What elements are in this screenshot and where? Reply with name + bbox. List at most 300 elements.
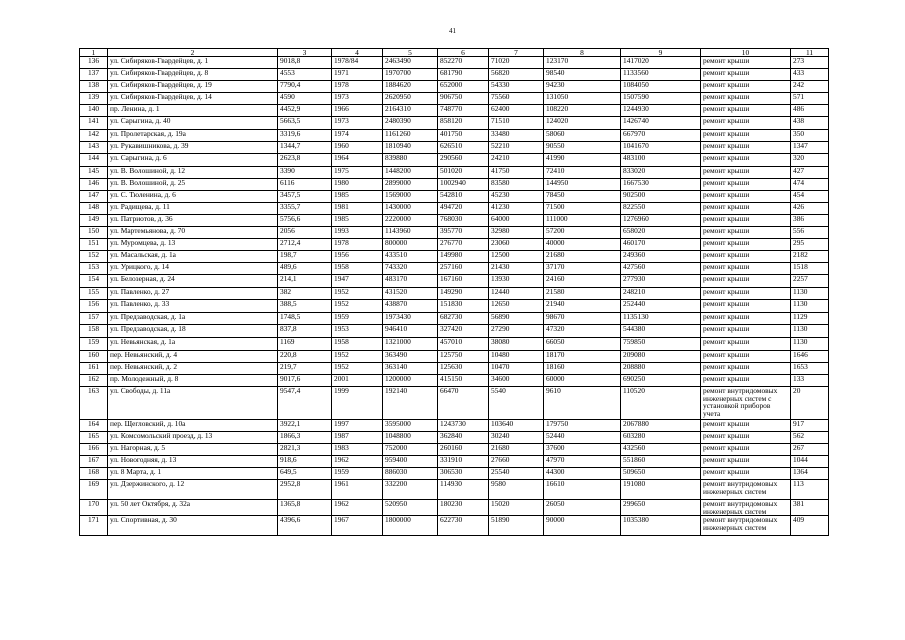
work-type-cell: ремонт крыши: [701, 275, 791, 288]
table-cell: 94230: [544, 81, 621, 93]
table-row: [80, 117, 829, 130]
table-cell: 959400: [383, 456, 438, 468]
table-cell: ул. Сибиряков-Гвардейцев, д. 14: [108, 93, 278, 105]
table-cell: 208880: [621, 363, 701, 375]
table-cell: 626510: [438, 142, 489, 154]
table-cell: 10470: [489, 363, 544, 375]
table-cell: 1973430: [383, 313, 438, 325]
table-cell: 649,5: [278, 468, 332, 480]
table-cell: 21680: [544, 251, 621, 263]
table-cell: 155: [80, 288, 108, 300]
table-cell: ул. 8 Марта, д. 1: [108, 468, 278, 480]
header-cell: 10: [701, 49, 791, 57]
table-cell: 60000: [544, 375, 621, 387]
table-cell: 486: [791, 105, 829, 117]
header-row: [80, 49, 829, 57]
table-cell: ул. Сарыгина, д. 40: [108, 117, 278, 130]
work-type-cell: ремонт крыши: [701, 69, 791, 81]
table-cell: 163: [80, 387, 108, 420]
table-cell: 27660: [489, 456, 544, 468]
table-cell: 1653: [791, 363, 829, 375]
table-cell: 331910: [438, 456, 489, 468]
table-cell: 4396,6: [278, 516, 332, 536]
table-cell: 191080: [621, 480, 701, 500]
table-cell: 748770: [438, 105, 489, 117]
table-cell: 38080: [489, 338, 544, 351]
table-cell: 219,7: [278, 363, 332, 375]
table-cell: 327420: [438, 325, 489, 338]
table-cell: 768030: [438, 215, 489, 227]
work-type-cell: ремонт крыши: [701, 375, 791, 387]
table-cell: 13930: [489, 275, 544, 288]
table-cell: 2164310: [383, 105, 438, 117]
table-cell: 2182: [791, 251, 829, 263]
table-cell: 1962: [332, 456, 383, 468]
work-type-cell: ремонт крыши: [701, 288, 791, 300]
work-type-cell: ремонт крыши: [701, 444, 791, 456]
table-cell: 1956: [332, 251, 383, 263]
table-cell: ул. Муромцева, д. 13: [108, 239, 278, 251]
table-cell: 144: [80, 154, 108, 167]
table-cell: 143: [80, 142, 108, 154]
table-cell: ул. Сибиряков-Гвардейцев, д. 1: [108, 57, 278, 69]
table-cell: ул. 50 лет Октября, д. 32а: [108, 500, 278, 516]
table-cell: 146: [80, 179, 108, 191]
work-type-cell: ремонт внутридомовых инженерных систем: [701, 480, 791, 500]
table-cell: 509650: [621, 468, 701, 480]
header-cell: 5: [383, 49, 438, 57]
table-cell: ул. Пролетарская, д. 19а: [108, 130, 278, 142]
table-cell: 24210: [489, 154, 544, 167]
table-cell: пер. Невьянский, д. 2: [108, 363, 278, 375]
table-cell: 1169: [278, 338, 332, 351]
table-cell: 690250: [621, 375, 701, 387]
table-cell: 1997: [332, 420, 383, 432]
table-cell: 139: [80, 93, 108, 105]
table-cell: 1993: [332, 227, 383, 239]
table-cell: 1947: [332, 275, 383, 288]
table-cell: 1810940: [383, 142, 438, 154]
table-cell: 1985: [332, 191, 383, 203]
table-cell: ул. Белозерная, д. 24: [108, 275, 278, 288]
table-row: [80, 227, 829, 239]
table-cell: 147: [80, 191, 108, 203]
table-cell: 16610: [544, 480, 621, 500]
table-cell: 489,6: [278, 263, 332, 275]
table-cell: 159: [80, 338, 108, 351]
table-row: [80, 387, 829, 420]
header-cell: 11: [791, 49, 829, 57]
table-cell: 395770: [438, 227, 489, 239]
page-number: 41: [449, 27, 456, 35]
table-cell: 562: [791, 432, 829, 444]
table-cell: 113: [791, 480, 829, 500]
table-cell: 3390: [278, 167, 332, 179]
table-cell: 114930: [438, 480, 489, 500]
table-row: [80, 105, 829, 117]
table-cell: 299650: [621, 500, 701, 516]
table-cell: 3355,7: [278, 203, 332, 215]
table-cell: 18170: [544, 351, 621, 363]
table-cell: 160: [80, 351, 108, 363]
table-cell: 145: [80, 167, 108, 179]
table-cell: 138: [80, 81, 108, 93]
table-cell: ул. Урицкого, д. 14: [108, 263, 278, 275]
table-cell: 474: [791, 179, 829, 191]
table-cell: ул. Павленко, д. 33: [108, 300, 278, 313]
table-cell: 1959: [332, 468, 383, 480]
table-cell: 149: [80, 215, 108, 227]
table-cell: 2821,3: [278, 444, 332, 456]
table-cell: 21580: [544, 288, 621, 300]
table-cell: пер. Щегловский, д. 10а: [108, 420, 278, 432]
work-type-cell: ремонт крыши: [701, 117, 791, 130]
table-row: [80, 215, 829, 227]
table-cell: 290560: [438, 154, 489, 167]
table-cell: 1084050: [621, 81, 701, 93]
table-cell: 156: [80, 300, 108, 313]
table-cell: 248210: [621, 288, 701, 300]
table-cell: 140: [80, 105, 108, 117]
table-row: [80, 167, 829, 179]
table-cell: 18160: [544, 363, 621, 375]
table-cell: 47320: [544, 325, 621, 338]
table-cell: 3922,1: [278, 420, 332, 432]
table-row: [80, 93, 829, 105]
work-type-cell: ремонт крыши: [701, 227, 791, 239]
table-cell: 41990: [544, 154, 621, 167]
table-cell: 23060: [489, 239, 544, 251]
table-cell: 20: [791, 387, 829, 420]
table-cell: 1978/84: [332, 57, 383, 69]
table-cell: 295: [791, 239, 829, 251]
table-cell: 1999: [332, 387, 383, 420]
table-cell: 917: [791, 420, 829, 432]
table-cell: 52440: [544, 432, 621, 444]
table-cell: 544380: [621, 325, 701, 338]
table-cell: 103640: [489, 420, 544, 432]
table-cell: 551860: [621, 456, 701, 468]
table-cell: 257160: [438, 263, 489, 275]
table-cell: 148: [80, 203, 108, 215]
table-cell: 2623,8: [278, 154, 332, 167]
table-cell: 1985: [332, 215, 383, 227]
table-row: [80, 325, 829, 338]
table-cell: 169: [80, 480, 108, 500]
table-cell: ул. Масальская, д. 1а: [108, 251, 278, 263]
table-cell: 83580: [489, 179, 544, 191]
table-cell: 15020: [489, 500, 544, 516]
table-cell: 2712,4: [278, 239, 332, 251]
table-cell: 1276960: [621, 215, 701, 227]
table-cell: 1964: [332, 154, 383, 167]
table-cell: 1958: [332, 338, 383, 351]
work-type-cell: ремонт крыши: [701, 93, 791, 105]
table-cell: 1507590: [621, 93, 701, 105]
work-type-cell: ремонт крыши: [701, 351, 791, 363]
table-cell: 273: [791, 57, 829, 69]
table-row: [80, 456, 829, 468]
table-row: [80, 363, 829, 375]
table-cell: ул. Сарыгина, д. 6: [108, 154, 278, 167]
table-cell: 2220000: [383, 215, 438, 227]
table-cell: 1962: [332, 500, 383, 516]
table-cell: 71500: [544, 203, 621, 215]
table-cell: 4452,9: [278, 105, 332, 117]
table-row: [80, 313, 829, 325]
repair-table: [79, 48, 829, 536]
work-type-cell: ремонт внутридомовых инженерных систем: [701, 516, 791, 536]
work-type-cell: ремонт крыши: [701, 203, 791, 215]
table-cell: 57200: [544, 227, 621, 239]
table-cell: 21430: [489, 263, 544, 275]
table-cell: 277930: [621, 275, 701, 288]
table-cell: 2001: [332, 375, 383, 387]
table-cell: 162: [80, 375, 108, 387]
table-cell: 51890: [489, 516, 544, 536]
work-type-cell: ремонт внутридомовых инженерных систем с установкой приборов учета: [701, 387, 791, 420]
table-cell: 438: [791, 117, 829, 130]
table-cell: 3319,6: [278, 130, 332, 142]
table-row: [80, 57, 829, 69]
table-cell: 1130: [791, 300, 829, 313]
table-cell: 5540: [489, 387, 544, 420]
table-cell: 2952,8: [278, 480, 332, 500]
table-cell: 12440: [489, 288, 544, 300]
table-cell: 2257: [791, 275, 829, 288]
header-cell: 6: [438, 49, 489, 57]
table-cell: 332200: [383, 480, 438, 500]
table-cell: 833020: [621, 167, 701, 179]
table-cell: 918,6: [278, 456, 332, 468]
table-cell: 1041670: [621, 142, 701, 154]
table-row: [80, 142, 829, 154]
table-cell: 1667530: [621, 179, 701, 191]
table-cell: 2899000: [383, 179, 438, 191]
table-cell: 1981: [332, 203, 383, 215]
table-cell: 165: [80, 432, 108, 444]
table-cell: 1971: [332, 69, 383, 81]
table-cell: 2480390: [383, 117, 438, 130]
table-cell: ул. Патриотов, д. 36: [108, 215, 278, 227]
table-cell: 1426740: [621, 117, 701, 130]
table-cell: 37170: [544, 263, 621, 275]
table-cell: ул. В. Волошиной, д. 12: [108, 167, 278, 179]
table-cell: 667970: [621, 130, 701, 142]
header-cell: 7: [489, 49, 544, 57]
table-cell: 71510: [489, 117, 544, 130]
work-type-cell: ремонт крыши: [701, 130, 791, 142]
table-cell: 1970700: [383, 69, 438, 81]
table-cell: 1133560: [621, 69, 701, 81]
table-cell: 483170: [383, 275, 438, 288]
table-cell: 363140: [383, 363, 438, 375]
table-cell: 542810: [438, 191, 489, 203]
table-cell: 1321000: [383, 338, 438, 351]
table-cell: 1448200: [383, 167, 438, 179]
table-cell: 1430000: [383, 203, 438, 215]
table-cell: ул. Свободы, д. 11а: [108, 387, 278, 420]
table-cell: 78450: [544, 191, 621, 203]
table-cell: 249360: [621, 251, 701, 263]
table-cell: 151: [80, 239, 108, 251]
table-cell: 137: [80, 69, 108, 81]
table-cell: 1518: [791, 263, 829, 275]
table-cell: 168: [80, 468, 108, 480]
table-cell: 260160: [438, 444, 489, 456]
work-type-cell: ремонт крыши: [701, 363, 791, 375]
table-cell: 141: [80, 117, 108, 130]
table-cell: 1748,5: [278, 313, 332, 325]
table-cell: 1417020: [621, 57, 701, 69]
work-type-cell: ремонт крыши: [701, 215, 791, 227]
table-cell: 9018,8: [278, 57, 332, 69]
table-cell: 432560: [621, 444, 701, 456]
table-cell: 743320: [383, 263, 438, 275]
table-cell: ул. Нагорная, д. 5: [108, 444, 278, 456]
table-cell: 12500: [489, 251, 544, 263]
table-cell: 839880: [383, 154, 438, 167]
table-cell: 1347: [791, 142, 829, 154]
table-cell: 24160: [544, 275, 621, 288]
work-type-cell: ремонт крыши: [701, 338, 791, 351]
table-row: [80, 500, 829, 516]
table-cell: 603280: [621, 432, 701, 444]
table-cell: 2620950: [383, 93, 438, 105]
table-cell: ул. Спортивная, д. 30: [108, 516, 278, 536]
table-cell: 571: [791, 93, 829, 105]
table-cell: 1129: [791, 313, 829, 325]
table-cell: 520950: [383, 500, 438, 516]
table-cell: 2067880: [621, 420, 701, 432]
table-cell: 906750: [438, 93, 489, 105]
table-cell: 1967: [332, 516, 383, 536]
table-cell: 622730: [438, 516, 489, 536]
table-cell: 409: [791, 516, 829, 536]
work-type-cell: ремонт крыши: [701, 191, 791, 203]
table-cell: 56890: [489, 313, 544, 325]
table-cell: 1973: [332, 93, 383, 105]
table-cell: 66050: [544, 338, 621, 351]
table-row: [80, 179, 829, 191]
table-cell: 214,1: [278, 275, 332, 288]
table-cell: 66470: [438, 387, 489, 420]
table-cell: 382: [278, 288, 332, 300]
table-cell: ул. Предзаводская, д. 1а: [108, 313, 278, 325]
table-cell: ул. Предзаводская, д. 18: [108, 325, 278, 338]
table-cell: 98670: [544, 313, 621, 325]
table-cell: 457010: [438, 338, 489, 351]
table-cell: 131050: [544, 93, 621, 105]
table-cell: 3595000: [383, 420, 438, 432]
table-cell: 759850: [621, 338, 701, 351]
table-cell: 858120: [438, 117, 489, 130]
table-cell: 158: [80, 325, 108, 338]
table-cell: 1960: [332, 142, 383, 154]
table-cell: 415150: [438, 375, 489, 387]
table-cell: 149980: [438, 251, 489, 263]
table-cell: 151830: [438, 300, 489, 313]
table-cell: 144950: [544, 179, 621, 191]
work-type-cell: ремонт крыши: [701, 142, 791, 154]
table-cell: 45230: [489, 191, 544, 203]
table-cell: 1952: [332, 351, 383, 363]
table-cell: ул. Сибиряков-Гвардейцев, д. 8: [108, 69, 278, 81]
table-cell: 320: [791, 154, 829, 167]
table-cell: 164: [80, 420, 108, 432]
table-cell: 33480: [489, 130, 544, 142]
table-cell: ул. С. Тюленина, д. 6: [108, 191, 278, 203]
table-cell: ул. Новогодняя, д. 13: [108, 456, 278, 468]
table-cell: ул. Мартемьянова, д. 70: [108, 227, 278, 239]
table-cell: пр. Молодежный, д. 8: [108, 375, 278, 387]
work-type-cell: ремонт крыши: [701, 432, 791, 444]
table-cell: 1243730: [438, 420, 489, 432]
table-row: [80, 351, 829, 363]
table-cell: 1048800: [383, 432, 438, 444]
table-cell: 501020: [438, 167, 489, 179]
table-cell: ул. Дзержинского, д. 12: [108, 480, 278, 500]
table-cell: 209080: [621, 351, 701, 363]
table-row: [80, 239, 829, 251]
table-cell: 47970: [544, 456, 621, 468]
table-cell: 157: [80, 313, 108, 325]
table-cell: 90000: [544, 516, 621, 536]
table-cell: 1961: [332, 480, 383, 500]
table-cell: 1130: [791, 325, 829, 338]
work-type-cell: ремонт крыши: [701, 420, 791, 432]
table-cell: 5663,5: [278, 117, 332, 130]
table-cell: 27290: [489, 325, 544, 338]
table-cell: 252440: [621, 300, 701, 313]
table-cell: 306530: [438, 468, 489, 480]
table-cell: 12650: [489, 300, 544, 313]
table-cell: 426: [791, 203, 829, 215]
table-cell: 125630: [438, 363, 489, 375]
work-type-cell: ремонт крыши: [701, 57, 791, 69]
work-type-cell: ремонт крыши: [701, 239, 791, 251]
table-cell: 123170: [544, 57, 621, 69]
table-cell: 180230: [438, 500, 489, 516]
work-type-cell: ремонт крыши: [701, 179, 791, 191]
table-cell: 124020: [544, 117, 621, 130]
table-cell: 242: [791, 81, 829, 93]
table-cell: 58060: [544, 130, 621, 142]
table-cell: 192140: [383, 387, 438, 420]
table-cell: 658020: [621, 227, 701, 239]
work-type-cell: ремонт крыши: [701, 456, 791, 468]
table-cell: ул. Радищева, д. 11: [108, 203, 278, 215]
table-cell: 161: [80, 363, 108, 375]
table-cell: 1143960: [383, 227, 438, 239]
table-cell: 1244930: [621, 105, 701, 117]
table-cell: ул. Рукавишникова, д. 39: [108, 142, 278, 154]
table-cell: 483100: [621, 154, 701, 167]
table-cell: 556: [791, 227, 829, 239]
table-row: [80, 81, 829, 93]
table-row: [80, 251, 829, 263]
table-cell: 25540: [489, 468, 544, 480]
table-cell: 198,7: [278, 251, 332, 263]
table-cell: 276770: [438, 239, 489, 251]
table-cell: 438870: [383, 300, 438, 313]
table-cell: 167: [80, 456, 108, 468]
table-cell: 5756,6: [278, 215, 332, 227]
table-cell: 171: [80, 516, 108, 536]
table-cell: 52210: [489, 142, 544, 154]
table-cell: 1952: [332, 300, 383, 313]
table-cell: 800000: [383, 239, 438, 251]
